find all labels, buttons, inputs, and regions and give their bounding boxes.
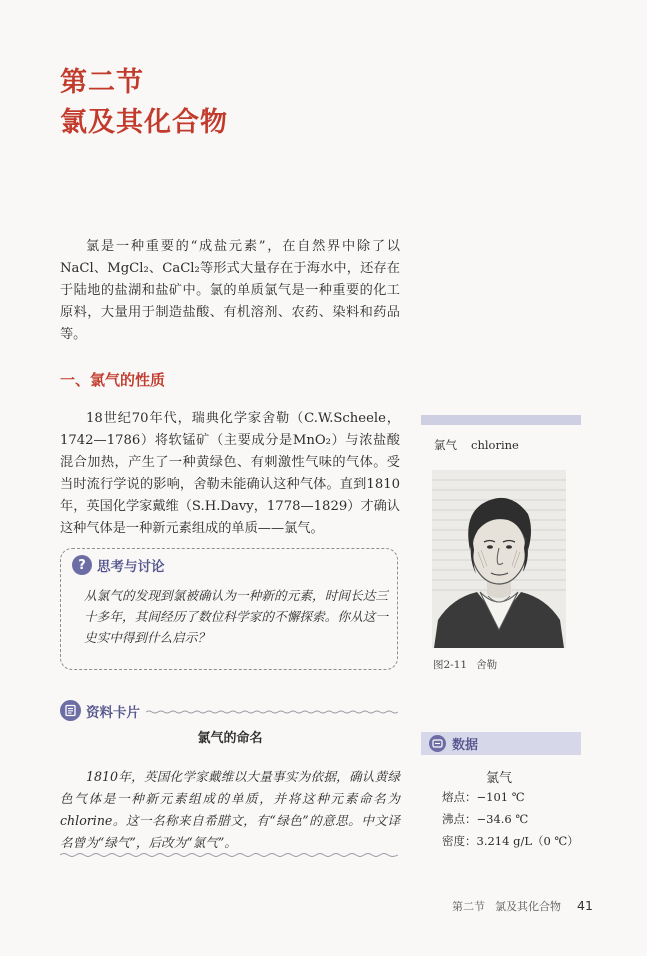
- think-discuss-title: 思考与讨论: [97, 559, 165, 575]
- footer-title: 氯及其化合物: [495, 900, 561, 913]
- data-row-boiling-point: 沸点：−34.6 ℃: [442, 812, 529, 826]
- figure-caption-number: 图2-11: [433, 659, 468, 671]
- scheele-portrait: [432, 470, 566, 648]
- think-discuss-header: [72, 555, 165, 575]
- info-card-bottom-rule: [60, 852, 398, 858]
- info-card-header: [60, 700, 140, 721]
- figure-label: [434, 437, 519, 453]
- data-row-density: 密度：3.214 g/L（0 ℃）: [442, 834, 579, 848]
- info-card-subtitle: 氯气的命名: [197, 731, 263, 746]
- info-card-title: 资料卡片: [86, 704, 140, 721]
- think-discuss-text: 从氯气的发现到氯被确认为一种新的元素，时间长达三十多年，其间经历了数位科学家的不懈探索。你从这一史实中得到什么启示？: [84, 588, 388, 645]
- figure-caption-text: 舍勒: [476, 659, 498, 671]
- data-box-title: 数据: [452, 738, 479, 753]
- scheele-paragraph: 18世纪70年代，瑞典化学家舍勒（C.W.Scheele，1742—1786）将软锰矿（主要成分是MnO₂）与浓盐酸混合加热，产生了一种黄绿色、有刺激性气味的气体。受当时流行学说的影响，舍勒未能确认这种气体。直到1810年，英国化学家戴维（S.H.Davy，1778—1829）才确认这种气体是一种新元素组成的单质——氯气。: [60, 411, 400, 536]
- footer-section: 第二节: [452, 900, 485, 913]
- document-icon: [60, 700, 81, 721]
- question-icon: ?: [72, 555, 92, 575]
- data-row-melting-point: 熔点：−101 ℃: [442, 790, 525, 804]
- data-box-substance: 氯气: [486, 771, 513, 786]
- page-title: 氯及其化合物: [60, 107, 228, 138]
- data-icon: [429, 735, 446, 752]
- intro-paragraph: 氯是一种重要的“成盐元素”，在自然界中除了以NaCl、MgCl₂、CaCl₂等形式大量存在于海水中，还存在于陆地的盐湖和盐矿中。氯的单质氯气是一种重要的化工原料，大量用于制造盐酸、有机溶剂、农药、染料和药品等。: [60, 239, 400, 342]
- figure-label-cn: 氯气: [434, 438, 457, 452]
- page-footer: [452, 898, 593, 914]
- data-box-header: [421, 732, 581, 755]
- info-card-text: 1810年，英国化学家戴维以大量事实为依据，确认黄绿色气体是一种新元素组成的单质，并将这种元素命名为chlorine。这一名称来自希腊文，有“绿色”的意思。中文译名曾为“绿气”，后改为“氯气”。: [60, 769, 400, 850]
- figure-caption: [433, 657, 497, 672]
- section-label: 第二节: [60, 67, 144, 98]
- section-heading: 一、氯气的性质: [60, 371, 166, 389]
- figure-top-bar: [421, 415, 581, 425]
- figure-label-en: chlorine: [471, 438, 519, 452]
- info-card-wavy-rule: [146, 710, 398, 714]
- page-number: 41: [577, 898, 593, 913]
